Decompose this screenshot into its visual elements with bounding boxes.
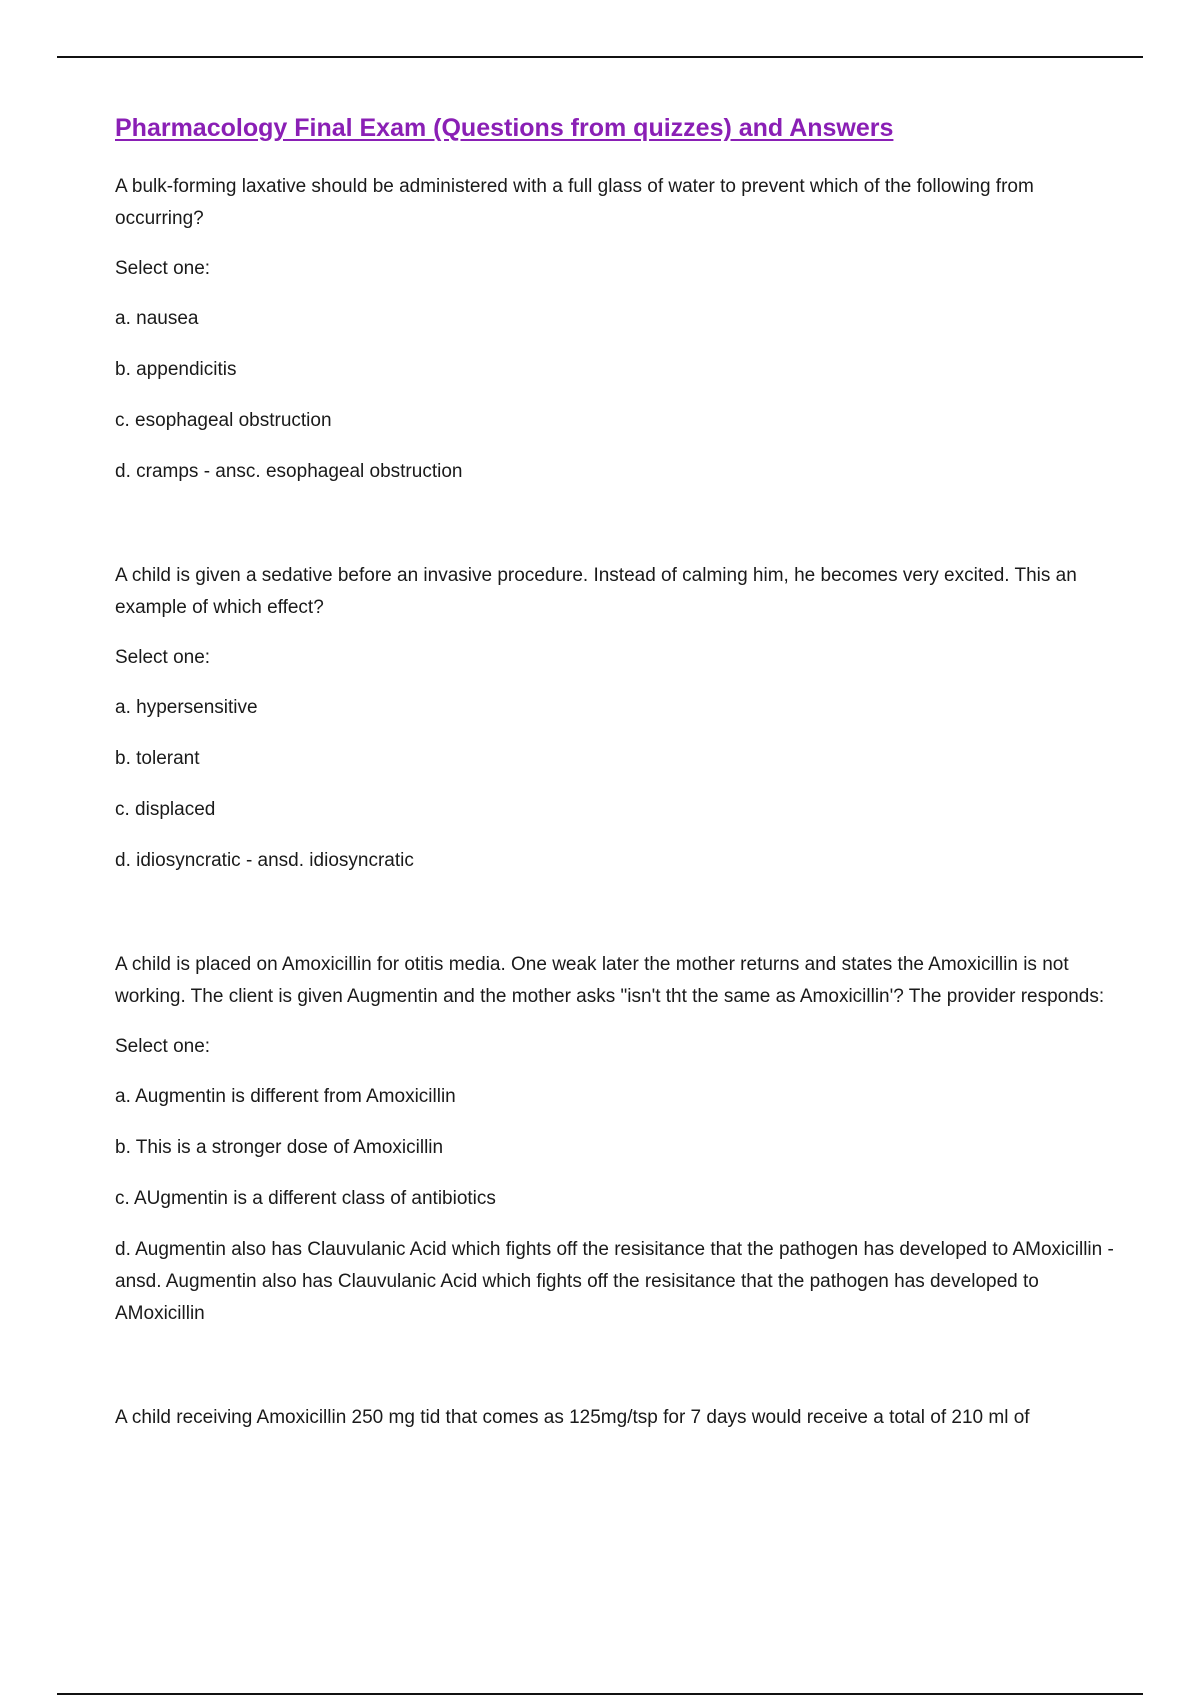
answer-options <box>115 692 1125 877</box>
answer-option: d. Augmentin also has Clauvulanic Acid which fights off the resisitance that the pathogen has developed to AMoxicillin - ansd. Augmentin also has Clauvulanic Acid which fights off the resisitance that the pathogen has developed to AMoxicillin <box>115 1238 1114 1324</box>
question-text: A child receiving Amoxicillin 250 mg tid that comes as 125mg/tsp for 7 days would receive a total of 210 ml of <box>115 1406 1030 1428</box>
select-one-label: Select one: <box>115 257 211 279</box>
document-title: Pharmacology Final Exam (Questions from quizzes) and Answers <box>115 114 894 142</box>
answer-option: d. cramps - ansc. esophageal obstruction <box>115 460 463 482</box>
answer-options <box>115 1081 1125 1330</box>
question-3 <box>115 949 1125 1330</box>
answer-option: d. idiosyncratic - ansd. idiosyncratic <box>115 849 414 871</box>
answer-option: a. nausea <box>115 307 199 329</box>
select-one-label: Select one: <box>115 646 211 668</box>
answer-option: b. appendicitis <box>115 358 237 380</box>
question-text: A bulk-forming laxative should be administered with a full glass of water to prevent which of the following from occurring? <box>115 175 1034 229</box>
question-2 <box>115 560 1125 877</box>
answer-option: b. This is a stronger dose of Amoxicillin <box>115 1136 444 1158</box>
answer-options <box>115 303 1125 488</box>
top-divider <box>57 56 1143 58</box>
document-body <box>115 112 1125 1506</box>
answer-option: a. Augmentin is different from Amoxicillin <box>115 1085 456 1107</box>
question-text: A child is given a sedative before an invasive procedure. Instead of calming him, he becomes very excited. This an example of which effect? <box>115 564 1077 618</box>
answer-option: c. esophageal obstruction <box>115 409 332 431</box>
question-1 <box>115 171 1125 488</box>
question-text: A child is placed on Amoxicillin for otitis media. One weak later the mother returns and states the Amoxicillin is not working. The client is given Augmentin and the mother asks "isn't tht the same as Amoxicillin'? The provider responds: <box>115 953 1105 1007</box>
answer-option: b. tolerant <box>115 747 200 769</box>
bottom-divider <box>57 1693 1143 1695</box>
select-one-label: Select one: <box>115 1035 211 1057</box>
question-4 <box>115 1402 1125 1434</box>
answer-option: c. displaced <box>115 798 216 820</box>
answer-option: a. hypersensitive <box>115 696 258 718</box>
answer-option: c. AUgmentin is a different class of antibiotics <box>115 1187 496 1209</box>
